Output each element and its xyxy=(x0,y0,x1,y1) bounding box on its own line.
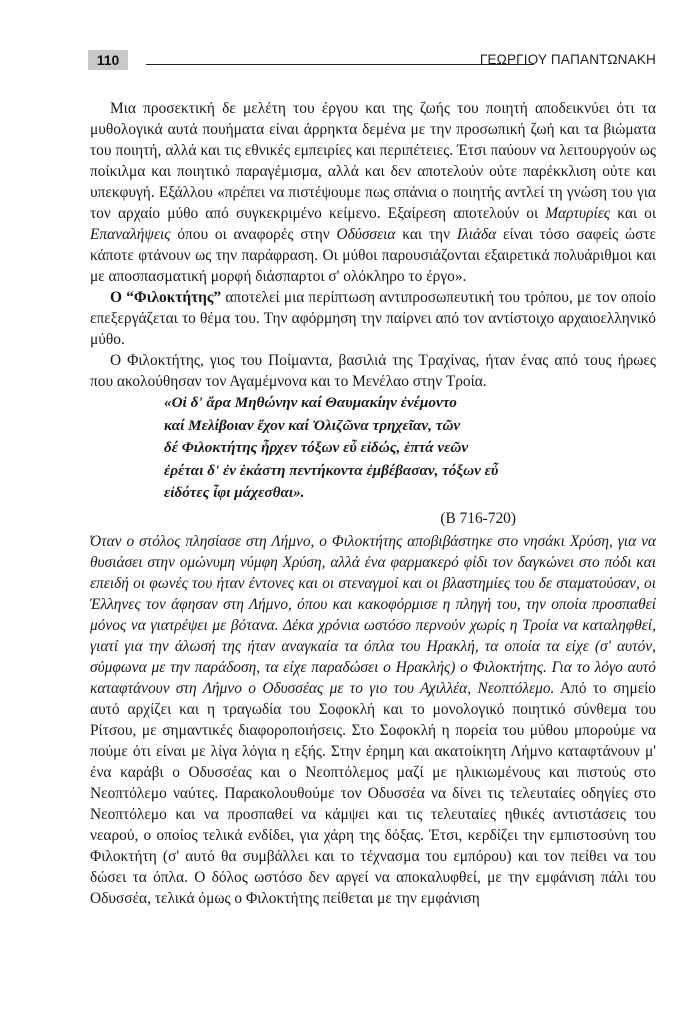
bold-title-philoktetes: Ο “Φιλοκτήτης” xyxy=(110,289,222,306)
text-run: Από το σημείο αυτό αρχίζει και η τραγωδία του Σοφοκλή και το μονολογικό ποιητικό σύνθεμα του Ρίτσου, με σημαντικές διαφοροποιήσεις. Στο Σοφοκλή η πορεία του μύθου μπορούμε να πούμε ότι είναι με λίγα λόγια η εξής. Στην έρημη και ακατοίκητη Λήμνο καταφτάνουν μ' ένα καράβι ο Οδυσσέας και ο Νεοπτόλεμος μαζί με ηλικιωμένους και πιστούς στο Νεοπτόλεμο ναύτες. Παρακολουθούμε τον Οδυσσέα να δίνει τις τελευταίες οδηγίες στο Νεοπτόλεμο και να προσπαθεί να κάμψει και τις τελευταίες ηθικές αντιστάσεις του νεαρού, ο οποίος τελικά ενδίδει, για χάρη της δόξας. Έτσι, κερδίζει την εμπιστοσύνη του Φιλοκτήτη (σ' αυτό θα συμβάλλει και το τέχνασμα του εμπόρου) και τον πείθει να του δώσει τα όπλα. Ο δόλος ωστόσο δεν αργεί να αποκαλυφθεί, με την εμφάνιση πάλι του Οδυσσέα, τελικά όμως ο Φιλοκτήτης πείθεται με την εμφάνιση xyxy=(90,679,656,907)
text-run: και οι xyxy=(610,205,656,222)
quote-line: δέ Φιλοκτήτης ἦρχεν τόξων εὖ εἰδώς, ἑπτά νεῶν xyxy=(164,439,469,456)
homer-quote xyxy=(164,392,569,505)
myth-summary: Όταν ο στόλος πλησίασε στη Λήμνο, ο Φιλοκτήτης αποβιβάστηκε στο νησάκι Χρύση, για να θυσιάσει στην ομώνυμη νύμφη Χρύση, αλλά ένα φαρμακερό φίδι τον δαγκώνει στο πόδι και επειδή οι φωνές του ήταν έντονες και οι στεναγμοί και οι βλαστημίες του δε σταματούσαν, οι Έλληνες τον άφησαν στη Λήμνο, όπου και κακοφόρμισε η πληγή του, την οποία προσπαθεί μόνος να γιατρέψει με βότανα. Δέκα χρόνια ωστόσο περνούν χωρίς η Τροία να καταληφθεί, γιατί για την άλωσή της ήταν αναγκαία τα όπλα του Ηρακλή, τα οποία τα είχε (σ' αυτόν, σύμφωνα με την παράδοση, τα είχε παραδώσει ο Ηρακλής) ο Φιλοκτήτης. Για το λόγο αυτό καταφτάνουν στη Λήμνο ο Οδυσσέας με το γιο του Αχιλλέα, Νεοπτόλεμο. xyxy=(90,532,656,697)
running-head: ΓΕΩΡΓΙΟΥ ΠΑΠΑΝΤΩΝΑΚΗ xyxy=(479,52,656,67)
title-iliada: Ιλιάδα xyxy=(456,226,497,243)
page-body xyxy=(90,98,656,909)
page-header xyxy=(88,50,656,74)
title-odysseia: Οδύσσεια xyxy=(336,226,396,243)
text-run: είναι τόσο σαφείς ώστε κάποτε φτάνουν ως την παράφραση. Οι μύθοι παρουσιάζονται εξαιρετικά πολυάριθμοι και με αποσπασματική μορφή διάσπαρτοι σ' ολόκληρο το έργο». xyxy=(90,226,657,285)
page-number: 110 xyxy=(88,50,128,70)
header-rule xyxy=(146,64,534,65)
quote-citation: (Β 716-720) xyxy=(440,509,516,527)
quote-line: εἰδότες ἶφι μάχεσθαι». xyxy=(164,484,305,501)
quote-line: καί Μελίβοιαν ἔχον καί Ὀλιζῶνα τρηχεῖαν, τῶν xyxy=(164,416,461,434)
text-run: αποτελεί μια περίπτωση αντιπροσωπευτική του τρόπου, με τον οποίο επεξεργάζεται το θέμα του. Την αφόρμηση την παίρνει από τον αντίστοιχο αρχαιοελληνικό μύθο. xyxy=(90,289,656,348)
paragraph-myth xyxy=(90,531,656,909)
quote-line: ἐρέται δ' ἐν ἑκάστη πεντήκοντα ἐμβέβασαν, τόξων εὖ xyxy=(164,461,499,479)
title-martyries: Μαρτυρίες xyxy=(545,205,611,222)
text-run: όπου οι αναφορές στην xyxy=(170,226,337,243)
text-run: Μια προσεκτική δε μελέτη του έργου και της ζωής του ποιητή αποδεικνύει ότι τα μυθολογικά αυτά πουήματα είναι άρρηκτα δεμένα με την προσωπική ζωή και τα βιώματα του ποιητή, αλλά και τις εθνικές εμπειρίες και περιπέτειες. Έτσι παύουν να λειτουργούν ως ποίκιλμα και ποιητικό παραγέμισμα, αλλά και δεν αποτελούν ούτε παρέκκλιση ούτε και υπεκφυγή. Εξάλλου «πρέπει να πιστέψουμε πως σπάνια ο ποιητής αντλεί τη γνώση του για τον αρχαίο μύθο από συγκεκριμένο κείμενο. Εξαίρεση αποτελούν οι xyxy=(90,100,656,222)
paragraph-hero: Ο Φιλοκτήτης, γιος του Ποίμαντα, βασιλιά της Τραχίνας, ήταν ένας από τους ήρωες που ακολούθησαν τον Αγαμέμνονα και το Μενέλαο στην Τροία. xyxy=(90,352,656,390)
quote-line: «Οἱ δ' ἄρα Μηθώνην καί Θαυμακίην ἐνέμοντο xyxy=(164,394,457,411)
text-run: και την xyxy=(395,226,457,243)
paragraph-intro xyxy=(90,98,656,287)
title-epanalipseis: Επαναλήψεις xyxy=(90,226,171,243)
paragraph-philoktetes xyxy=(90,287,656,350)
